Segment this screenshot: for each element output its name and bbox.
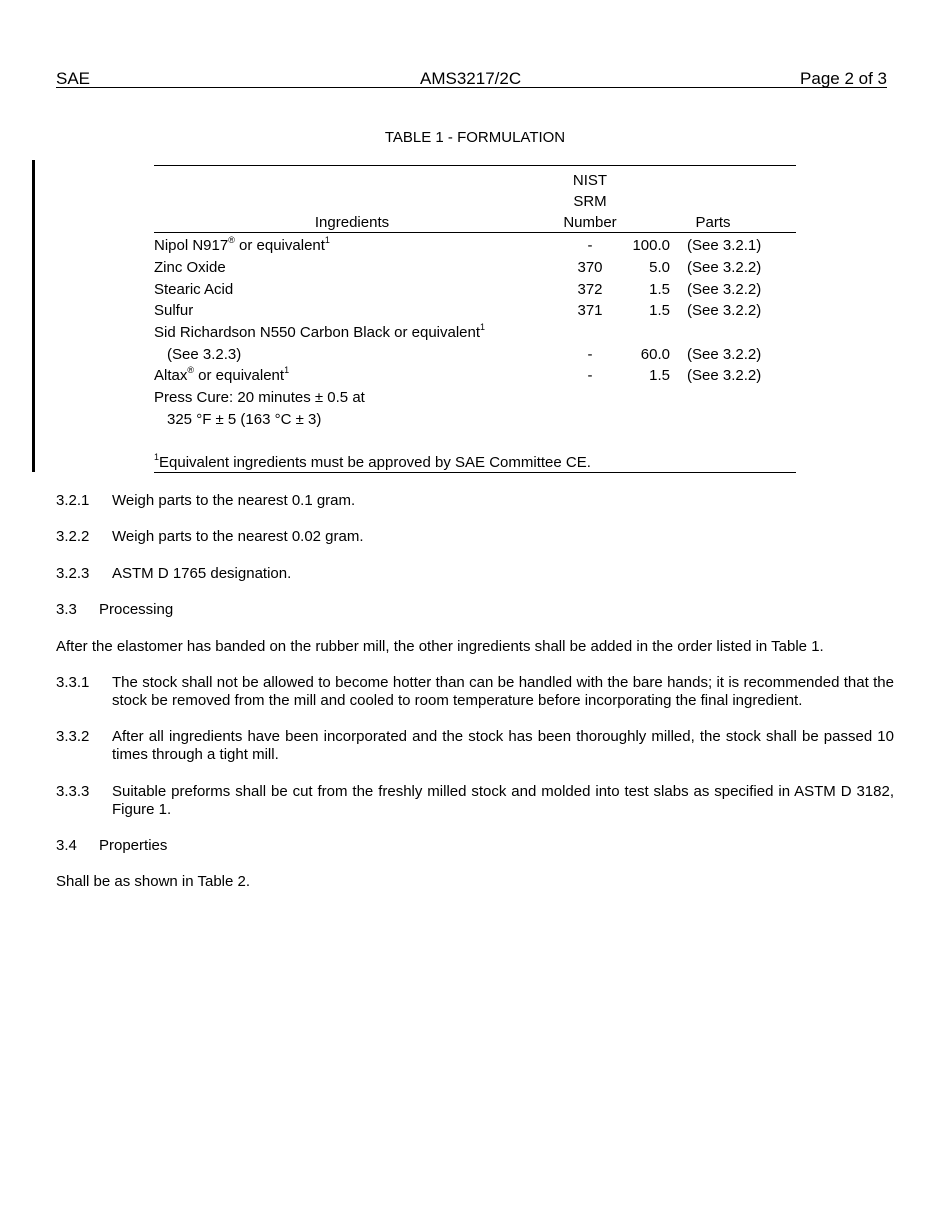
section-text: Suitable preforms shall be cut from the freshly milled stock and molded into test slabs as specified in ASTM D 3182, Figure 1. xyxy=(112,783,894,818)
table-row xyxy=(154,237,330,254)
section-3-3-3 xyxy=(56,783,894,819)
ingredient-name: Sid Richardson N550 Carbon Black or equivalent xyxy=(154,324,481,341)
section-number: 3.3 xyxy=(56,601,77,618)
header-org: SAE xyxy=(56,69,91,88)
ingredient-suffix: or equivalent xyxy=(194,367,285,384)
footnote-text: Equivalent ingredients must be approved by SAE Committee CE. xyxy=(159,454,591,471)
section-heading: Processing xyxy=(99,601,174,618)
nist-number: 371 xyxy=(577,302,603,319)
ingredient-name: Sulfur xyxy=(154,302,194,319)
section-heading: Properties xyxy=(99,837,168,854)
nist-number: - xyxy=(587,367,593,384)
press-cure-line1: Press Cure: 20 minutes ± 0.5 at xyxy=(154,389,365,406)
col-parts-header: Parts xyxy=(695,214,731,231)
header-page-number: Page 2 of 3 xyxy=(800,69,887,88)
processing-intro xyxy=(56,638,894,656)
section-ref: (See 3.2.2) xyxy=(687,367,762,384)
parts-value: 60.0 xyxy=(640,346,670,363)
footnote-mark: 1 xyxy=(154,452,160,462)
section-text: After all ingredients have been incorporated and the stock has been thoroughly milled, the stock shall be passed 10 times through a tight mill. xyxy=(112,728,894,763)
nist-number: - xyxy=(587,346,593,363)
header-doc-number: AMS3217/2C xyxy=(420,69,522,88)
ingredient-name: (See 3.2.3) xyxy=(167,346,242,363)
ingredient-name: Stearic Acid xyxy=(154,281,234,298)
section-3-2-1 xyxy=(56,492,894,510)
table-bottom-rule xyxy=(154,472,796,473)
revision-change-bar xyxy=(32,160,35,472)
section-number: 3.3.2 xyxy=(56,728,90,745)
col-nist-line3: Number xyxy=(563,214,617,231)
section-number: 3.2.3 xyxy=(56,565,90,582)
table-row xyxy=(154,367,289,384)
registered-mark: ® xyxy=(187,365,194,375)
section-text: Weigh parts to the nearest 0.1 gram. xyxy=(112,492,356,509)
ingredient-name: Nipol N917 xyxy=(154,237,229,254)
parts-value: 100.0 xyxy=(632,237,670,254)
section-3-3-2 xyxy=(56,728,894,764)
ingredient-name: Altax xyxy=(154,367,188,384)
table-title: TABLE 1 - FORMULATION xyxy=(384,129,566,146)
section-text: Weigh parts to the nearest 0.02 gram. xyxy=(112,528,364,545)
press-cure-line2: 325 °F ± 5 (163 °C ± 3) xyxy=(167,411,322,428)
section-ref: (See 3.2.2) xyxy=(687,346,762,363)
footnote-ref: 1 xyxy=(480,322,486,332)
ingredient-name: Zinc Oxide xyxy=(154,259,226,276)
col-ingredients-header: Ingredients xyxy=(314,214,390,231)
section-number: 3.4 xyxy=(56,837,77,854)
table-top-rule xyxy=(154,165,796,166)
section-number: 3.2.2 xyxy=(56,528,90,545)
parts-value: 5.0 xyxy=(649,259,670,276)
parts-value: 1.5 xyxy=(649,281,670,298)
section-ref: (See 3.2.2) xyxy=(687,302,762,319)
table-row xyxy=(154,324,485,341)
section-3-4-heading xyxy=(56,837,894,855)
section-text: ASTM D 1765 designation. xyxy=(112,565,292,582)
registered-mark: ® xyxy=(228,235,235,245)
paragraph-text: After the elastomer has banded on the rubber mill, the other ingredients shall be added in the order listed in Table 1. xyxy=(56,638,824,655)
section-3-2-3 xyxy=(56,565,894,583)
section-number: 3.2.1 xyxy=(56,492,90,509)
section-3-3-heading xyxy=(56,601,894,619)
table-header-rule xyxy=(154,232,796,233)
section-3-2-2 xyxy=(56,528,894,546)
properties-text xyxy=(56,873,894,891)
col-nist-line1: NIST xyxy=(572,172,608,189)
section-number: 3.3.1 xyxy=(56,674,90,691)
section-ref: (See 3.2.2) xyxy=(687,259,762,276)
footnote-ref: 1 xyxy=(324,235,330,245)
nist-number: 370 xyxy=(577,259,603,276)
paragraph-text: Shall be as shown in Table 2. xyxy=(56,873,251,890)
ingredient-suffix: or equivalent xyxy=(234,237,325,254)
section-ref: (See 3.2.1) xyxy=(687,237,762,254)
section-ref: (See 3.2.2) xyxy=(687,281,762,298)
parts-value: 1.5 xyxy=(649,367,670,384)
section-3-3-1 xyxy=(56,674,894,710)
section-number: 3.3.3 xyxy=(56,783,90,800)
section-text: The stock shall not be allowed to become hotter than can be handled with the bare hands; it is recommended that the stock be removed from the mill and cooled to room temperature before incorporating the final ingredient. xyxy=(112,674,894,709)
header-rule xyxy=(56,87,887,88)
col-nist-line2: SRM xyxy=(573,193,607,210)
footnote-ref: 1 xyxy=(284,365,290,375)
parts-value: 1.5 xyxy=(649,302,670,319)
table-footnote xyxy=(154,454,591,471)
nist-number: 372 xyxy=(577,281,603,298)
nist-number: - xyxy=(587,237,593,254)
